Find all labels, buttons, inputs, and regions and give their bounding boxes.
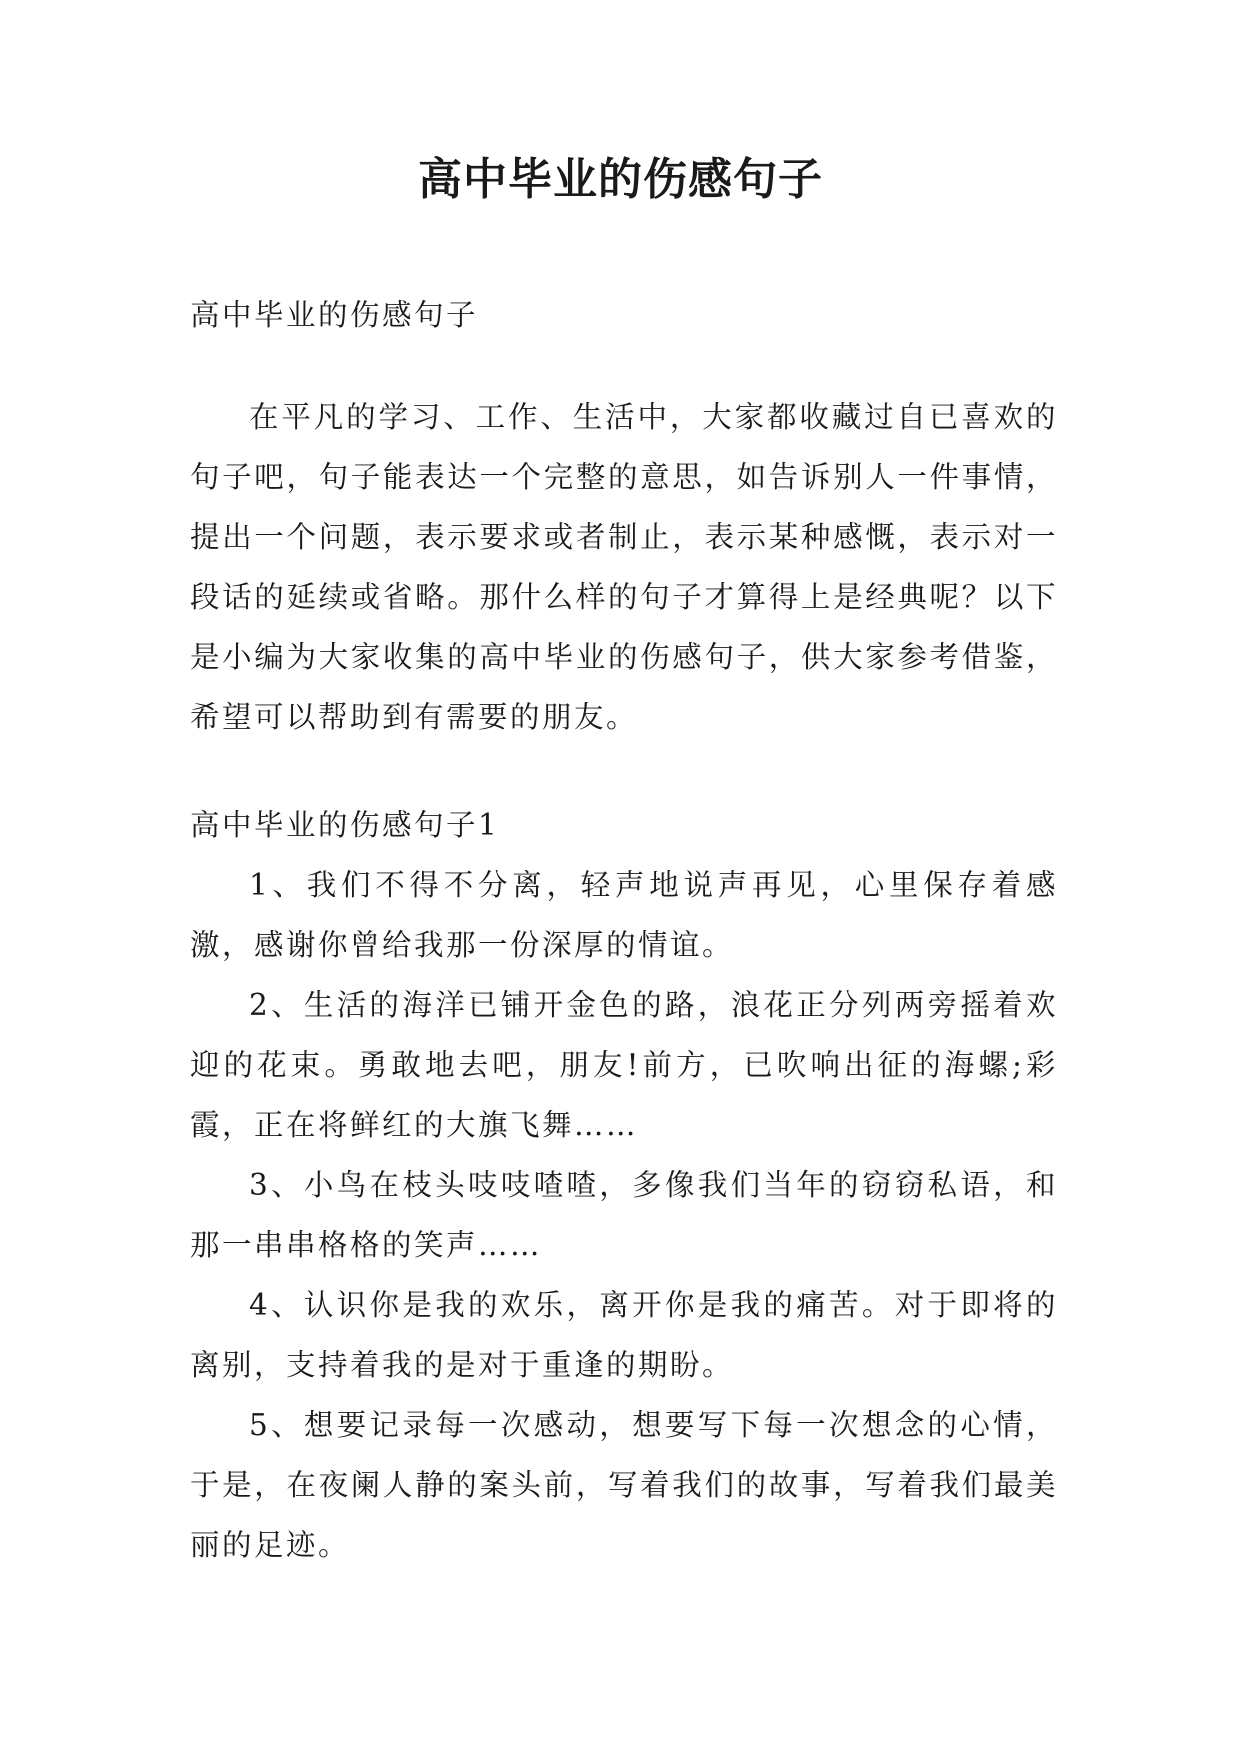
section-heading: 高中毕业的伤感句子1 (190, 808, 500, 842)
list-item: 3、小鸟在枝头吱吱喳喳，多像我们当年的窃窃私语，和那一串串格格的笑声…… (190, 1168, 1058, 1262)
list-item: 1、我们不得不分离，轻声地说声再见，心里保存着感激，感谢你曾给我那一份深厚的情谊。 (190, 868, 1058, 962)
document-body (190, 285, 1058, 1575)
list-item: 4、认识你是我的欢乐，离开你是我的痛苦。对于即将的离别，支持着我的是对于重逢的期盼。 (190, 1288, 1058, 1382)
document-subtitle: 高中毕业的伤感句子 (190, 298, 479, 332)
intro-paragraph: 在平凡的学习、工作、生活中，大家都收藏过自已喜欢的句子吧，句子能表达一个完整的意思，如告诉别人一件事情，提出一个问题，表示要求或者制止，表示某种感慨，表示对一段话的延续或省略。那什么样的句子才算得上是经典呢？以下是小编为大家收集的高中毕业的伤感句子，供大家参考借鉴，希望可以帮助到有需要的朋友。 (190, 400, 1058, 734)
list-item: 2、生活的海洋已铺开金色的路，浪花正分列两旁摇着欢迎的花束。勇敢地去吧，朋友!前方，已吹响出征的海螺;彩霞，正在将鲜红的大旗飞舞…… (190, 988, 1058, 1142)
list-item: 5、想要记录每一次感动，想要写下每一次想念的心情，于是，在夜阑人静的案头前，写着我们的故事，写着我们最美丽的足迹。 (190, 1408, 1058, 1562)
document-title: 高中毕业的伤感句子 (418, 154, 823, 205)
